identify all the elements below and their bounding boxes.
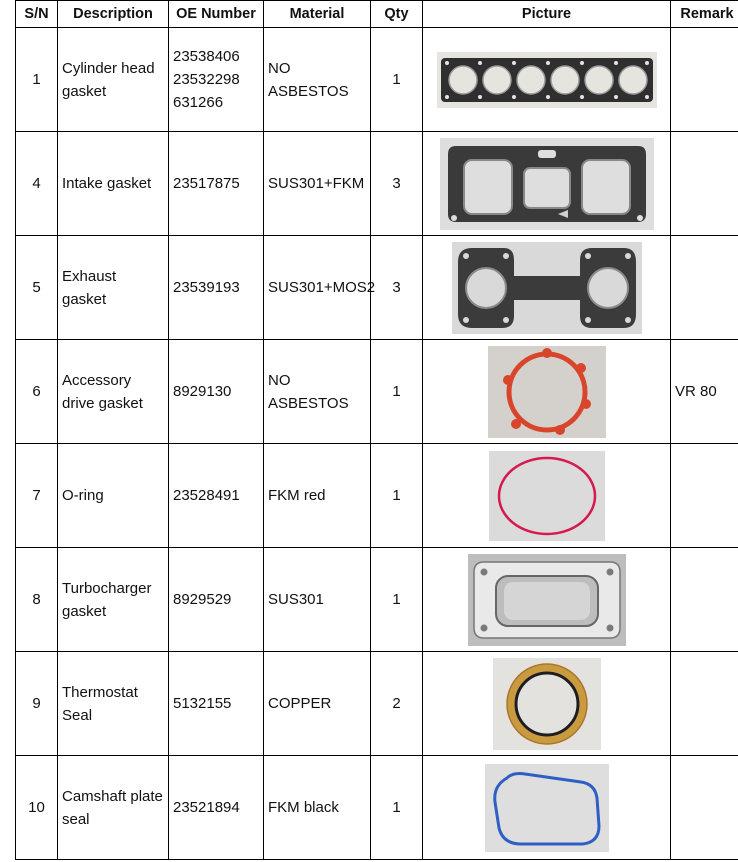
cell-sn: 8 xyxy=(16,548,58,652)
cell-picture xyxy=(423,444,671,548)
table-row xyxy=(16,756,738,860)
cell-description: Turbocharger gasket xyxy=(58,548,169,652)
cell-oe-number xyxy=(169,652,264,756)
cell-material: FKM red xyxy=(264,444,371,548)
thermostat-seal-photo xyxy=(493,658,601,750)
camshaft-plate-seal-photo xyxy=(485,764,609,852)
cell-picture xyxy=(423,652,671,756)
oe-number-line: 8929130 xyxy=(173,383,232,400)
oe-number-line: 5132155 xyxy=(173,695,232,712)
cell-remark xyxy=(671,652,738,756)
oe-number-line: 23532298 xyxy=(173,71,240,88)
cell-qty: 2 xyxy=(371,652,423,756)
cell-remark xyxy=(671,132,738,236)
cell-description: Exhaust gasket xyxy=(58,236,169,340)
table-row xyxy=(16,652,738,756)
cell-remark: VR 80 xyxy=(671,340,738,444)
cell-sn: 5 xyxy=(16,236,58,340)
intake-gasket-photo xyxy=(440,138,654,230)
cell-remark xyxy=(671,444,738,548)
cell-sn: 9 xyxy=(16,652,58,756)
cell-remark xyxy=(671,236,738,340)
exhaust-gasket-photo xyxy=(452,242,642,334)
cell-sn: 1 xyxy=(16,28,58,132)
header-row xyxy=(16,1,738,28)
oe-number-line: 23539193 xyxy=(173,279,240,296)
table-row xyxy=(16,132,738,236)
cell-qty: 1 xyxy=(371,444,423,548)
cell-oe-number xyxy=(169,340,264,444)
cell-material: SUS301 xyxy=(264,548,371,652)
table-row xyxy=(16,28,738,132)
cell-material: NO ASBESTOS xyxy=(264,340,371,444)
cell-oe-number xyxy=(169,132,264,236)
cell-qty: 1 xyxy=(371,548,423,652)
accessory-drive-gasket-photo xyxy=(488,346,606,438)
table-row xyxy=(16,548,738,652)
cell-qty: 1 xyxy=(371,340,423,444)
cell-picture xyxy=(423,236,671,340)
cell-description: Cylinder head gasket xyxy=(58,28,169,132)
cell-sn: 6 xyxy=(16,340,58,444)
cell-material: FKM black xyxy=(264,756,371,860)
cell-material: COPPER xyxy=(264,652,371,756)
header-material: Material xyxy=(264,1,371,28)
cell-oe-number xyxy=(169,236,264,340)
header-picture: Picture xyxy=(423,1,671,28)
cell-description: O-ring xyxy=(58,444,169,548)
oe-number-line: 8929529 xyxy=(173,591,232,608)
cell-qty: 3 xyxy=(371,132,423,236)
cell-description: Thermostat Seal xyxy=(58,652,169,756)
cell-qty: 1 xyxy=(371,28,423,132)
cell-remark xyxy=(671,756,738,860)
oe-number-line: 23517875 xyxy=(173,175,240,192)
oe-number-line: 23528491 xyxy=(173,487,240,504)
cell-oe-number xyxy=(169,28,264,132)
cell-remark xyxy=(671,28,738,132)
header-remark: Remark xyxy=(671,1,738,28)
oe-number-line: 23521894 xyxy=(173,799,240,816)
cell-description: Intake gasket xyxy=(58,132,169,236)
cell-material: SUS301+MOS2 xyxy=(264,236,371,340)
cell-description: Camshaft plate seal xyxy=(58,756,169,860)
cell-sn: 4 xyxy=(16,132,58,236)
cell-description: Accessory drive gasket xyxy=(58,340,169,444)
cell-picture xyxy=(423,756,671,860)
turbocharger-gasket-photo xyxy=(468,554,626,646)
cell-qty: 1 xyxy=(371,756,423,860)
cell-picture xyxy=(423,132,671,236)
cell-material: SUS301+FKM xyxy=(264,132,371,236)
table-row xyxy=(16,236,738,340)
table-row xyxy=(16,444,738,548)
cell-remark xyxy=(671,548,738,652)
cell-sn: 7 xyxy=(16,444,58,548)
cylinder-head-gasket-photo xyxy=(437,52,657,108)
o-ring-photo xyxy=(489,451,605,541)
cell-picture xyxy=(423,28,671,132)
cell-qty: 3 xyxy=(371,236,423,340)
cell-material: NO ASBESTOS xyxy=(264,28,371,132)
parts-table xyxy=(15,0,738,860)
oe-number-line: 23538406 xyxy=(173,48,240,65)
cell-oe-number xyxy=(169,756,264,860)
table-row xyxy=(16,340,738,444)
header-qty: Qty xyxy=(371,1,423,28)
header-oe-number: OE Number xyxy=(169,1,264,28)
cell-picture xyxy=(423,340,671,444)
header-sn: S/N xyxy=(16,1,58,28)
cell-picture xyxy=(423,548,671,652)
cell-oe-number xyxy=(169,548,264,652)
cell-sn: 10 xyxy=(16,756,58,860)
header-description: Description xyxy=(58,1,169,28)
oe-number-line: 631266 xyxy=(173,94,224,111)
cell-oe-number xyxy=(169,444,264,548)
